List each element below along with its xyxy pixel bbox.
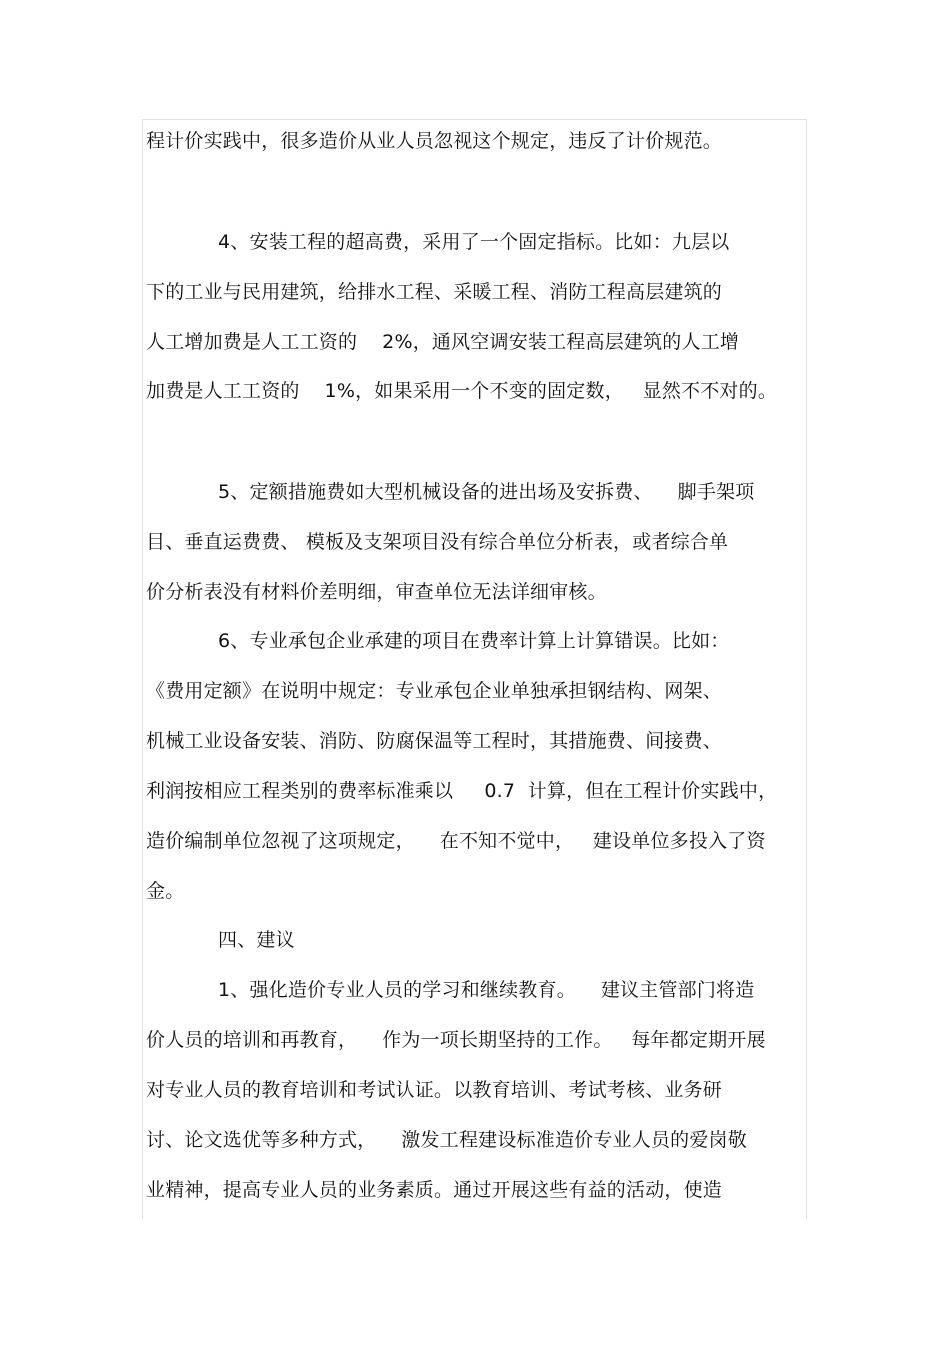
text-line: 程计价实践中，很多造价从业人员忽视这个规定，违反了计价规范。 bbox=[146, 130, 723, 152]
text-line: 6、专业承包企业承建的项目在费率计算上计算错误。比如： bbox=[218, 630, 730, 652]
text-line: 下的工业与民用建筑，给排水工程、采暖工程、消防工程高层建筑的 bbox=[146, 281, 723, 303]
text-line: 金。 bbox=[146, 880, 185, 902]
text-line: 1、强化造价专业人员的学习和继续教育。 建议主管部门将造 bbox=[218, 979, 755, 1001]
text-line: 目、垂直运费费、 模板及支架项目没有综合单位分析表，或者综合单 bbox=[146, 531, 729, 553]
text-line: 加费是人工工资的 1%，如果采用一个不变的固定数， 显然不不对的。 bbox=[146, 380, 778, 402]
text-line: 业精神，提高专业人员的业务素质。通过开展这些有益的活动，使造 bbox=[146, 1179, 723, 1201]
text-line: 4、安装工程的超高费，采用了一个固定指标。比如：九层以 bbox=[218, 231, 730, 253]
text-line: 价人员的培训和再教育， 作为一项长期坚持的工作。 每年都定期开展 bbox=[146, 1029, 766, 1051]
text-line: 机械工业设备安装、消防、防腐保温等工程时，其措施费、间接费、 bbox=[146, 730, 723, 752]
text-line: 对专业人员的教育培训和考试认证。以教育培训、考试考核、业务研 bbox=[146, 1079, 723, 1101]
text-line: 5、定额措施费如大型机械设备的进出场及安拆费、 脚手架项 bbox=[218, 481, 755, 503]
text-line: 造价编制单位忽视了这项规定， 在不知不觉中， 建设单位多投入了资 bbox=[146, 830, 766, 852]
section-heading: 四、建议 bbox=[218, 929, 295, 951]
text-line: 《费用定额》在说明中规定：专业承包企业单独承担钢结构、网架、 bbox=[146, 680, 723, 702]
text-line: 利润按相应工程类别的费率标准乘以 0.7 计算，但在工程计价实践中， bbox=[146, 780, 778, 802]
text-line: 价分析表没有材料价差明细，审查单位无法详细审核。 bbox=[146, 581, 607, 603]
text-line: 讨、论文选优等多种方式， 激发工程建设标准造价专业人员的爱岗敬 bbox=[146, 1129, 747, 1151]
text-line: 人工增加费是人工工资的 2%，通风空调安装工程高层建筑的人工增 bbox=[146, 331, 740, 353]
